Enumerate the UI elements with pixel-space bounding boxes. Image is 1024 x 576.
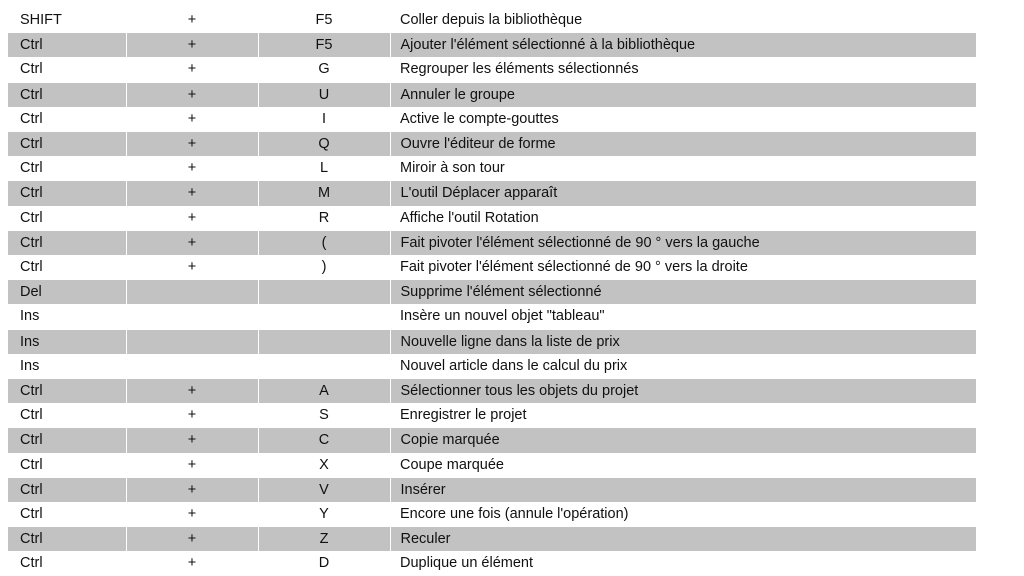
plus-cell [126, 280, 258, 305]
modifier-cell: Ctrl [20, 259, 43, 276]
description-cell: Coller depuis la bibliothèque [400, 12, 583, 28]
modifier-cell: Ctrl [8, 230, 126, 255]
modifier-cell: Ctrl [8, 82, 126, 107]
modifier-cell: Ctrl [20, 209, 43, 226]
plus-cell: + [187, 209, 197, 226]
plus-cell [126, 354, 258, 379]
table-row [8, 304, 976, 329]
plus-cell: + [187, 12, 197, 28]
modifier-cell: Ctrl [8, 181, 126, 206]
table-row [8, 551, 976, 575]
key-cell: Y [319, 506, 329, 523]
modifier-cell: Ctrl [20, 160, 43, 177]
plus-cell: + [126, 181, 258, 206]
table-row [8, 280, 976, 305]
modifier-cell: Ctrl [8, 379, 126, 404]
modifier-cell: Ctrl [8, 477, 126, 502]
key-cell: R [318, 209, 330, 226]
key-cell: A [258, 379, 390, 404]
table-row [8, 453, 976, 478]
key-cell: F5 [315, 12, 333, 28]
key-cell [258, 280, 390, 305]
modifier-cell: Ctrl [8, 527, 126, 552]
description-cell: Supprime l'élément sélectionné [390, 280, 976, 305]
key-cell: F5 [258, 33, 390, 58]
modifier-cell: Ctrl [20, 110, 43, 127]
table-row [8, 206, 976, 231]
plus-cell: + [187, 456, 197, 473]
description-cell: Insérer [390, 477, 976, 502]
table-row [8, 527, 976, 552]
key-cell: X [319, 456, 329, 473]
key-cell [258, 329, 390, 354]
table-row [8, 230, 976, 255]
modifier-cell: Ctrl [20, 61, 43, 78]
description-cell: Miroir à son tour [400, 160, 505, 177]
key-cell: C [258, 428, 390, 453]
description-cell: Regrouper les éléments sélectionnés [400, 61, 639, 78]
table-row [8, 107, 976, 132]
modifier-cell: Ctrl [20, 555, 43, 572]
modifier-cell: Ctrl [20, 456, 43, 473]
plus-cell: + [126, 230, 258, 255]
table-row [8, 82, 976, 107]
modifier-cell: Ins [20, 357, 40, 374]
plus-cell: + [187, 506, 197, 523]
table-row [8, 57, 976, 82]
description-cell: Encore une fois (annule l'opération) [400, 506, 629, 523]
key-cell: ( [258, 230, 390, 255]
key-cell: U [258, 82, 390, 107]
modifier-cell: Ctrl [20, 506, 43, 523]
description-cell: Ajouter l'élément sélectionné à la bibliothèque [390, 33, 976, 58]
description-cell: Copie marquée [390, 428, 976, 453]
key-cell: L [319, 160, 329, 177]
table-row [8, 8, 976, 33]
table-row [8, 403, 976, 428]
modifier-cell: Del [8, 280, 126, 305]
description-cell: Fait pivoter l'élément sélectionné de 90 ° vers la gauche [390, 230, 976, 255]
plus-cell: + [126, 33, 258, 58]
table-row [8, 255, 976, 280]
plus-cell: + [187, 61, 197, 78]
table-row [8, 132, 976, 157]
plus-cell: + [126, 428, 258, 453]
key-cell [258, 354, 390, 379]
modifier-cell: SHIFT [20, 12, 62, 28]
shortcut-table-body [8, 8, 976, 576]
table-row [8, 354, 976, 379]
table-row [8, 502, 976, 527]
description-cell: Coupe marquée [400, 456, 504, 473]
shortcut-table [8, 8, 976, 576]
key-cell: V [258, 477, 390, 502]
key-cell: G [318, 61, 330, 78]
plus-cell: + [187, 259, 197, 276]
plus-cell: + [126, 132, 258, 157]
plus-cell: + [126, 527, 258, 552]
description-cell: Affiche l'outil Rotation [400, 209, 539, 226]
description-cell: Sélectionner tous les objets du projet [390, 379, 976, 404]
key-cell: D [318, 555, 330, 572]
key-cell: S [319, 407, 329, 424]
description-cell: Active le compte-gouttes [400, 110, 559, 127]
description-cell: Ouvre l'éditeur de forme [390, 132, 976, 157]
description-cell: Fait pivoter l'élément sélectionné de 90 ° vers la droite [400, 259, 748, 276]
key-cell: I [321, 110, 327, 127]
modifier-cell: Ctrl [8, 132, 126, 157]
plus-cell: + [187, 407, 197, 424]
key-cell [258, 304, 390, 329]
key-cell: ) [321, 259, 327, 276]
description-cell: Insère un nouvel objet "tableau" [400, 308, 605, 325]
key-cell: M [258, 181, 390, 206]
table-row [8, 33, 976, 58]
plus-cell: + [187, 110, 197, 127]
plus-cell: + [187, 160, 197, 177]
modifier-cell: Ctrl [8, 428, 126, 453]
description-cell: Nouvelle ligne dans la liste de prix [390, 329, 976, 354]
description-cell: Duplique un élément [400, 555, 534, 572]
modifier-cell: Ins [8, 329, 126, 354]
table-row [8, 428, 976, 453]
key-cell: Q [258, 132, 390, 157]
modifier-cell: Ctrl [8, 33, 126, 58]
description-cell: Enregistrer le projet [400, 407, 527, 424]
description-cell: Nouvel article dans le calcul du prix [400, 357, 628, 374]
table-row [8, 181, 976, 206]
plus-cell: + [126, 477, 258, 502]
plus-cell: + [126, 379, 258, 404]
description-cell: L'outil Déplacer apparaît [390, 181, 976, 206]
key-cell: Z [258, 527, 390, 552]
table-row [8, 477, 976, 502]
plus-cell: + [126, 82, 258, 107]
modifier-cell: Ins [20, 308, 40, 325]
description-cell: Reculer [390, 527, 976, 552]
table-row [8, 329, 976, 354]
table-row [8, 156, 976, 181]
plus-cell [126, 329, 258, 354]
table-row [8, 379, 976, 404]
modifier-cell: Ctrl [20, 407, 43, 424]
description-cell: Annuler le groupe [390, 82, 976, 107]
plus-cell [126, 304, 258, 329]
plus-cell: + [187, 555, 197, 572]
